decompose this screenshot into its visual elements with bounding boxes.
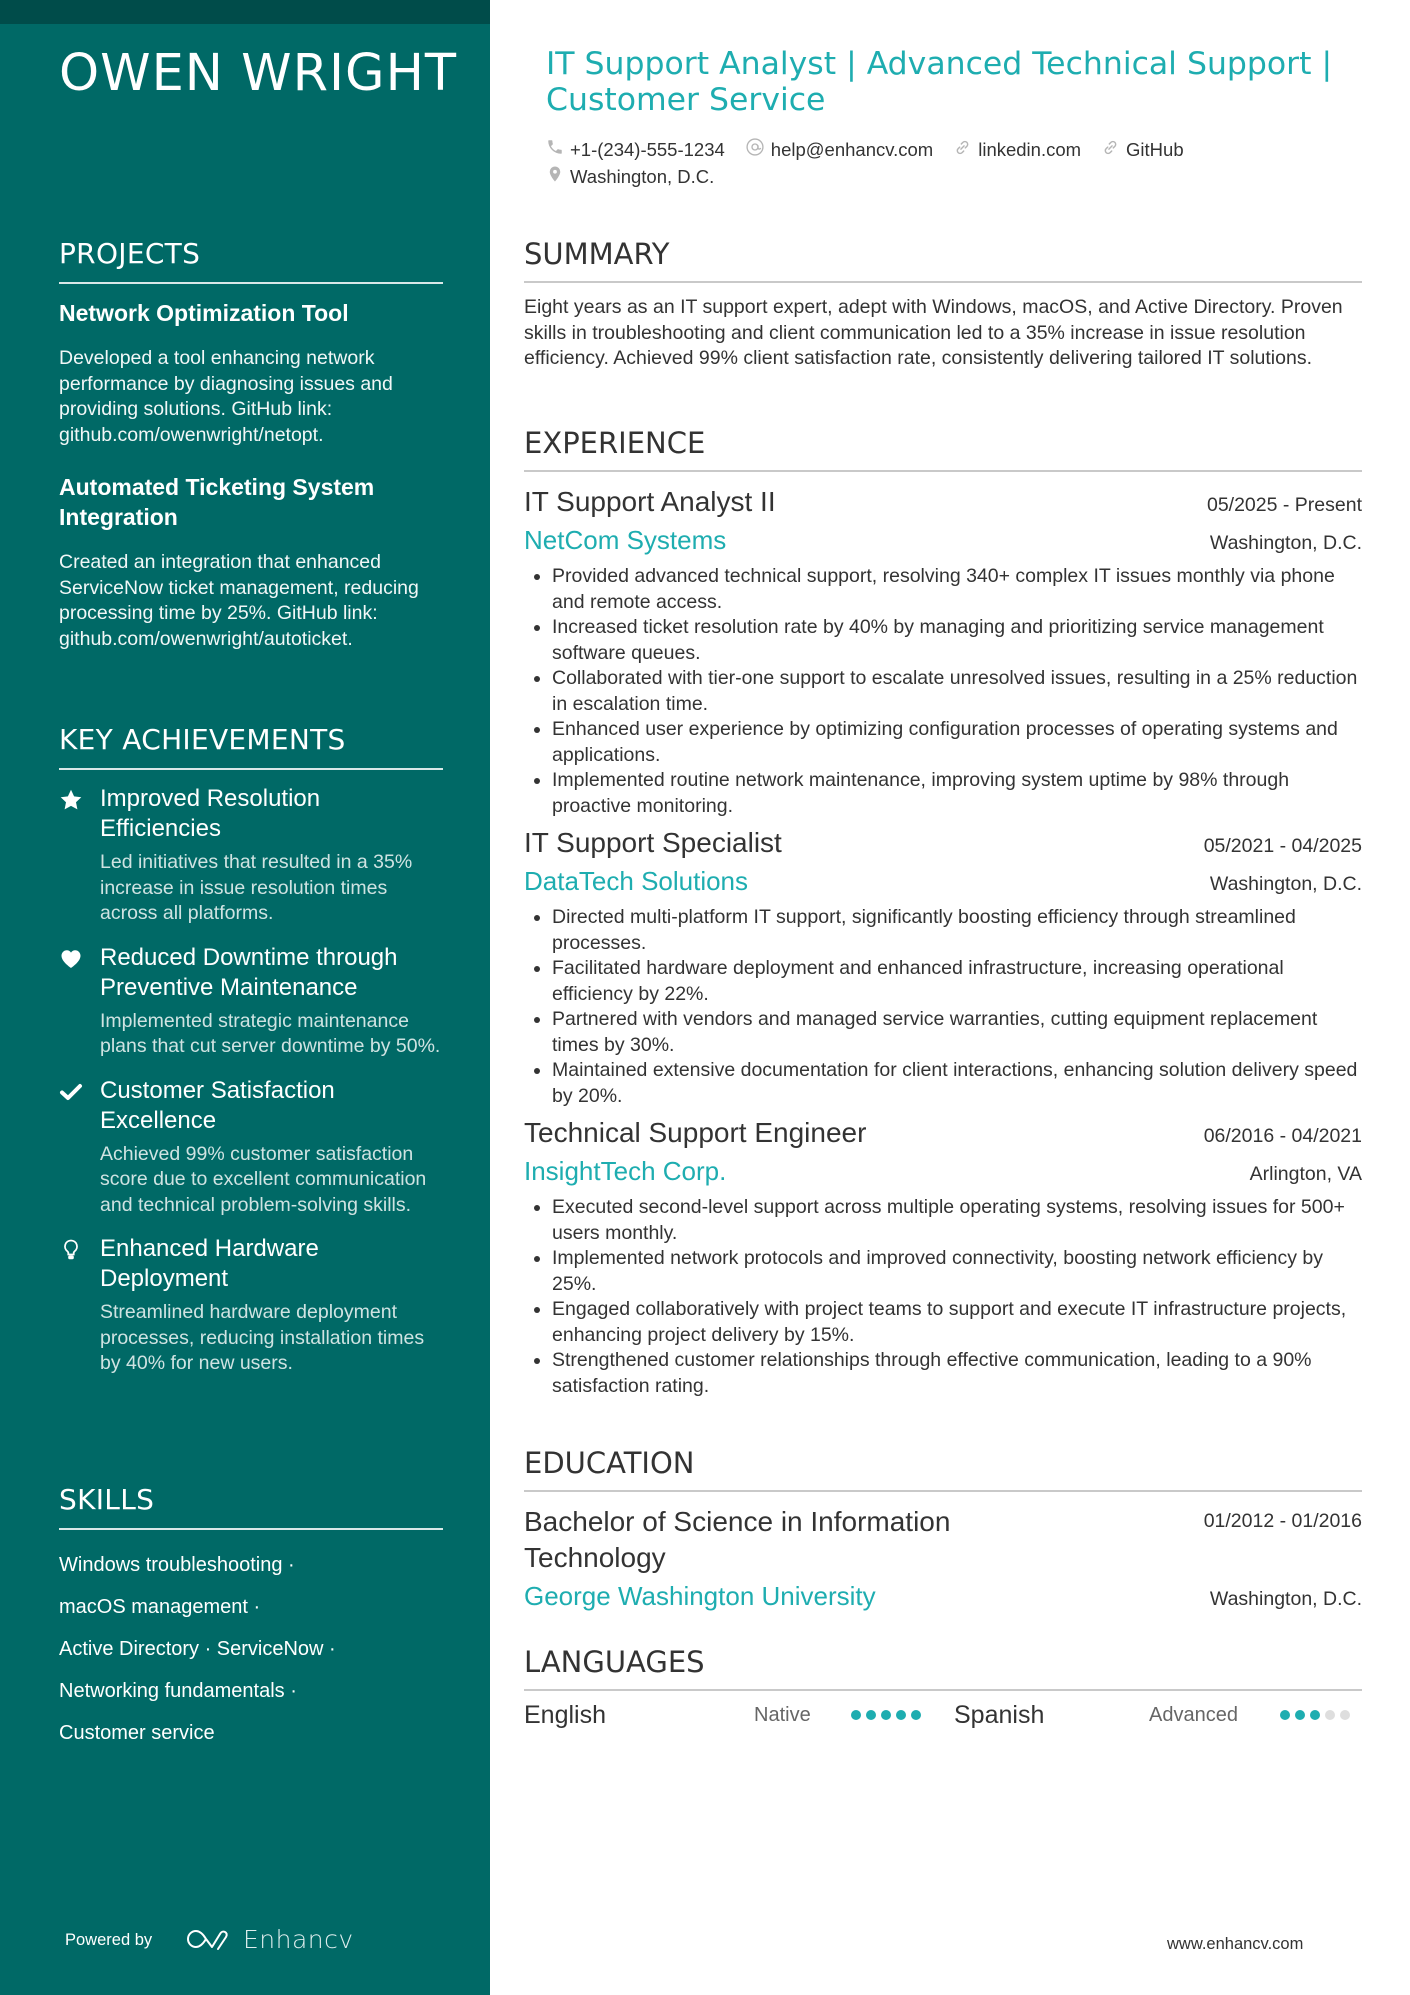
project-description: Created an integration that enhanced ServiceNow ticket management, reducing processing time by 25%. GitHub link: github.com/owenwright/autoticket. <box>59 551 419 650</box>
projects-section <box>59 237 443 676</box>
achievement-description: Streamlined hardware deployment processes, reducing installation times by 40% for new users. <box>100 1301 425 1374</box>
contact-location: Washington, D.C. <box>546 164 714 189</box>
check-icon <box>59 1080 83 1104</box>
achievement-item <box>59 943 443 1060</box>
language-level: Native <box>754 1703 811 1726</box>
language-name: Spanish <box>954 1700 1045 1729</box>
education-section <box>524 1446 1362 1616</box>
project-item <box>59 298 443 448</box>
location-pin-icon <box>546 164 570 189</box>
achievement-title: Reduced Downtime through Preventive Maintenance <box>100 943 398 1001</box>
sidebar <box>0 0 490 1995</box>
education-heading: EDUCATION <box>524 1446 1362 1492</box>
summary-heading: SUMMARY <box>524 237 1362 283</box>
dot-filled <box>866 1710 876 1720</box>
languages-row <box>524 1695 1362 1735</box>
languages-heading: LANGUAGES <box>524 1645 1362 1691</box>
footer-url[interactable]: www.enhancv.com <box>1167 1935 1304 1953</box>
lightbulb-icon <box>59 1238 83 1262</box>
summary-section <box>524 237 1362 372</box>
dot-filled <box>911 1710 921 1720</box>
bullet-item: • Maintained extensive documentation for client interactions, enhancing solution delivery speed by 20%. <box>552 1058 1362 1109</box>
contact-linkedin[interactable]: linkedin.com <box>953 138 1081 162</box>
job-company: InsightTech Corp. <box>524 1156 727 1186</box>
star-icon <box>59 788 83 812</box>
skill-line: Customer service <box>59 1722 215 1744</box>
achievement-title: Improved Resolution Efficiencies <box>100 785 321 842</box>
enhancv-logo-icon[interactable] <box>184 1926 232 1957</box>
job-dates: 05/2025 - Present <box>1206 494 1362 516</box>
bullet-item: • Strengthened customer relationships through effective communication, leading to a 90% satisfaction rating. <box>552 1348 1362 1399</box>
achievement-description: Led initiatives that resulted in a 35% increase in issue resolution times across all platforms. <box>100 851 413 924</box>
job-bullets <box>524 1195 1362 1399</box>
bullet-item: • Implemented routine network maintenance, improving system uptime by 98% through proactive monitoring. <box>552 768 1362 819</box>
achievement-item <box>59 784 443 927</box>
language-level: Advanced <box>1149 1703 1238 1726</box>
bullet-item: • Provided advanced technical support, resolving 340+ complex IT issues monthly via phone and remote access. <box>552 564 1362 615</box>
at-icon <box>745 137 771 162</box>
dot-empty <box>1325 1710 1335 1720</box>
achievement-description: Implemented strategic maintenance plans that cut server downtime by 50%. <box>100 1009 441 1057</box>
project-item <box>59 472 443 652</box>
dot-filled <box>1295 1710 1305 1720</box>
candidate-name: OWEN WRIGHT <box>59 44 458 103</box>
education-dates: 01/2012 - 01/2016 <box>1203 1510 1362 1532</box>
heart-icon <box>59 947 83 971</box>
job-entry <box>524 825 1362 1109</box>
dot-filled <box>881 1710 891 1720</box>
language-proficiency-dots <box>851 1710 921 1720</box>
project-description: Developed a tool enhancing network performance by diagnosing issues and providing solutions. GitHub link: github.com/owenwright/netopt. <box>59 347 393 446</box>
skill-line: Networking fundamentals · <box>59 1680 297 1702</box>
job-location: Washington, D.C. <box>1209 873 1362 895</box>
bullet-item: • Engaged collaboratively with project teams to support and execute IT infrastructure projects, enhancing project delivery by 15%. <box>552 1297 1362 1348</box>
dot-filled <box>1280 1710 1290 1720</box>
dot-empty <box>1340 1710 1350 1720</box>
school-location: Washington, D.C. <box>1209 1588 1362 1610</box>
dot-filled <box>1310 1710 1320 1720</box>
job-location: Washington, D.C. <box>1209 532 1362 554</box>
achievement-item <box>59 1234 443 1377</box>
job-entry <box>524 1115 1362 1399</box>
language-item <box>954 1701 1362 1730</box>
degree-title: Bachelor of Science in Information Technology <box>524 1506 951 1573</box>
link-icon <box>953 138 978 162</box>
phone-icon <box>546 138 570 161</box>
language-name: English <box>524 1700 606 1729</box>
bullet-item: • Directed multi-platform IT support, significantly boosting efficiency through streamlined processes. <box>552 905 1362 956</box>
languages-section <box>524 1645 1362 1735</box>
education-entry <box>524 1504 1362 1616</box>
dot-filled <box>896 1710 906 1720</box>
job-entry <box>524 484 1362 819</box>
skill-line: Windows troubleshooting · <box>59 1554 295 1576</box>
skill-line: macOS management · <box>59 1596 261 1618</box>
skills-heading: SKILLS <box>59 1483 443 1530</box>
summary-text: Eight years as an IT support expert, adept with Windows, macOS, and Active Directory. Proven skills in troubleshooting and client communication led to a 35% increase in issue resolution efficiency. Achieved 99% client satisfaction rate, consistently delivering tailored IT solutions. <box>524 296 1343 369</box>
bullet-item: • Partnered with vendors and managed service warranties, cutting equipment replacement times by 30%. <box>552 1007 1362 1058</box>
contact-info <box>546 136 1346 190</box>
contact-github[interactable]: GitHub <box>1101 138 1184 162</box>
bullet-item: • Increased ticket resolution rate by 40% by managing and prioritizing service management software queues. <box>552 615 1362 666</box>
achievements-section <box>59 723 443 1393</box>
skills-section <box>59 1483 443 1754</box>
achievement-title: Customer Satisfaction Excellence <box>100 1076 335 1134</box>
job-dates: 06/2016 - 04/2021 <box>1203 1125 1362 1147</box>
bullet-item: • Enhanced user experience by optimizing configuration processes of operating systems and applications. <box>552 717 1362 768</box>
job-title: Technical Support Engineer <box>524 1117 867 1148</box>
job-company: NetCom Systems <box>524 525 727 555</box>
skill-line: Active Directory · ServiceNow · <box>59 1638 336 1660</box>
bullet-item: • Facilitated hardware deployment and enhanced infrastructure, increasing operational efficiency by 22%. <box>552 956 1362 1007</box>
experience-section <box>524 426 1362 1405</box>
headline: IT Support Analyst | Advanced Technical Support | Customer Service <box>546 46 1333 118</box>
contact-email[interactable]: help@enhancv.com <box>745 137 933 162</box>
job-bullets <box>524 905 1362 1109</box>
achievement-title: Enhanced Hardware Deployment <box>100 1235 319 1292</box>
achievement-item <box>59 1076 443 1219</box>
dot-filled <box>851 1710 861 1720</box>
achievements-heading: KEY ACHIEVEMENTS <box>59 723 443 770</box>
bullet-item: • Implemented network protocols and improved connectivity, boosting network efficiency by 25%. <box>552 1246 1362 1297</box>
language-proficiency-dots <box>1280 1710 1350 1720</box>
job-title: IT Support Specialist <box>524 827 782 858</box>
contact-phone[interactable]: +1-(234)-555-1234 <box>546 138 725 161</box>
bullet-item: • Executed second-level support across multiple operating systems, resolving issues for 500+ users monthly. <box>552 1195 1362 1246</box>
bullet-item: • Collaborated with tier-one support to escalate unresolved issues, resulting in a 25% reduction in escalation time. <box>552 666 1362 717</box>
job-bullets <box>524 564 1362 819</box>
job-dates: 05/2021 - 04/2025 <box>1203 835 1362 857</box>
job-company: DataTech Solutions <box>524 866 749 896</box>
school-name: George Washington University <box>524 1581 876 1611</box>
job-location: Arlington, VA <box>1249 1163 1362 1185</box>
project-title: Network Optimization Tool <box>59 300 349 326</box>
experience-heading: EXPERIENCE <box>524 426 1362 472</box>
project-title: Automated Ticketing System Integration <box>59 474 375 530</box>
sidebar-top-strip <box>0 0 490 24</box>
enhancv-brand[interactable]: Enhancv <box>243 1925 354 1954</box>
achievement-description: Achieved 99% customer satisfaction score due to excellent communication and technical problem-solving skills. <box>100 1142 427 1216</box>
link-icon <box>1101 138 1126 162</box>
powered-by-label: Powered by <box>65 1931 153 1949</box>
job-title: IT Support Analyst II <box>524 486 776 517</box>
language-item <box>524 1701 921 1730</box>
projects-heading: PROJECTS <box>59 237 443 284</box>
